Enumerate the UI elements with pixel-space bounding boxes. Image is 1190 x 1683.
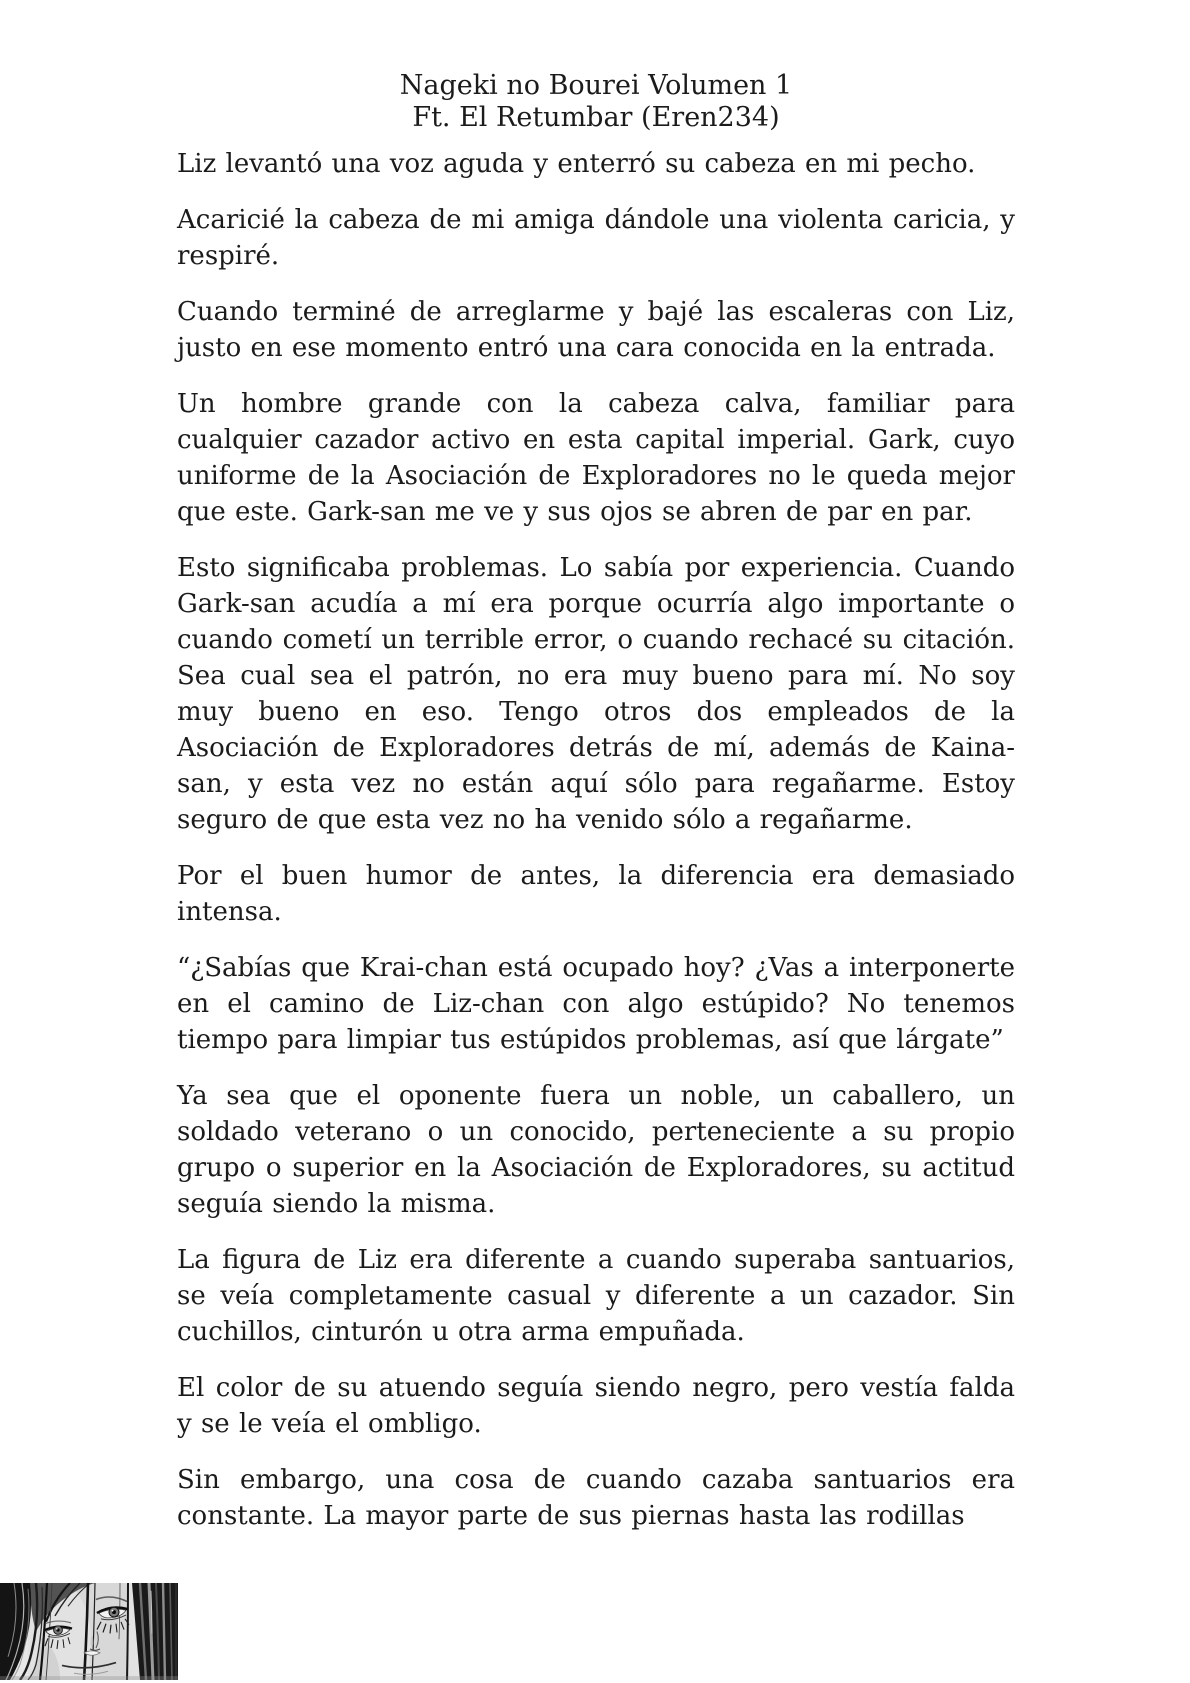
document-title xyxy=(177,70,1015,134)
paragraph-8: Ya sea que el oponente fuera un noble, un caballero, un soldado veterano o un conocido, perteneciente a su propio grupo o superior en la Asociación de Exploradores, su actitud seguía siendo la misma. xyxy=(177,1081,1015,1219)
paragraph-9: La figura de Liz era diferente a cuando superaba santuarios, se veía completamente casual y diferente a un cazador. Sin cuchillos, cinturón u otra arma empuñada. xyxy=(177,1245,1015,1347)
title-line-1: Nageki no Bourei Volumen 1 xyxy=(399,70,793,101)
paragraph-7: “¿Sabías que Krai-chan está ocupado hoy? ¿Vas a interponerte en el camino de Liz-chan con algo estúpido? No tenemos tiempo para limpiar tus estúpidos problemas, así que lárgate” xyxy=(177,953,1015,1055)
paragraph-4: Un hombre grande con la cabeza calva, familiar para cualquier cazador activo en esta capital imperial. Gark, cuyo uniforme de la Asociación de Exploradores no le queda mejor que este. Gark-san me ve y sus ojos se abren de par en par. xyxy=(177,389,1015,527)
paragraph-3: Cuando terminé de arreglarme y bajé las escaleras con Liz, justo en ese momento entró una cara conocida en la entrada. xyxy=(177,297,1015,363)
title-line-2: Ft. El Retumbar (Eren234) xyxy=(412,102,780,133)
manga-face-illustration xyxy=(0,1583,178,1680)
paragraph-10: El color de su atuendo seguía siendo negro, pero vestía falda y se le veía el ombligo. xyxy=(177,1373,1015,1439)
paragraph-11: Sin embargo, una cosa de cuando cazaba santuarios era constante. La mayor parte de sus piernas hasta las rodillas xyxy=(177,1465,1015,1531)
paragraph-2: Acaricié la cabeza de mi amiga dándole una violenta caricia, y respiré. xyxy=(177,205,1015,271)
body-text xyxy=(177,146,1015,1534)
page-content xyxy=(177,70,1015,1554)
paragraph-5: Esto significaba problemas. Lo sabía por experiencia. Cuando Gark-san acudía a mí era porque ocurría algo importante o cuando cometí un terrible error, o cuando rechacé su citación. Sea cual sea el patrón, no era muy bueno para mí. No soy muy bueno en eso. Tengo otros dos empleados de la Asociación de Exploradores detrás de mí, además de Kaina-san, y esta vez no están aquí sólo para regañarme. Estoy seguro de que esta vez no ha venido sólo a regañarme. xyxy=(177,553,1015,835)
paragraph-1: Liz levantó una voz aguda y enterró su cabeza en mi pecho. xyxy=(177,149,976,179)
paragraph-6: Por el buen humor de antes, la diferencia era demasiado intensa. xyxy=(177,861,1015,927)
